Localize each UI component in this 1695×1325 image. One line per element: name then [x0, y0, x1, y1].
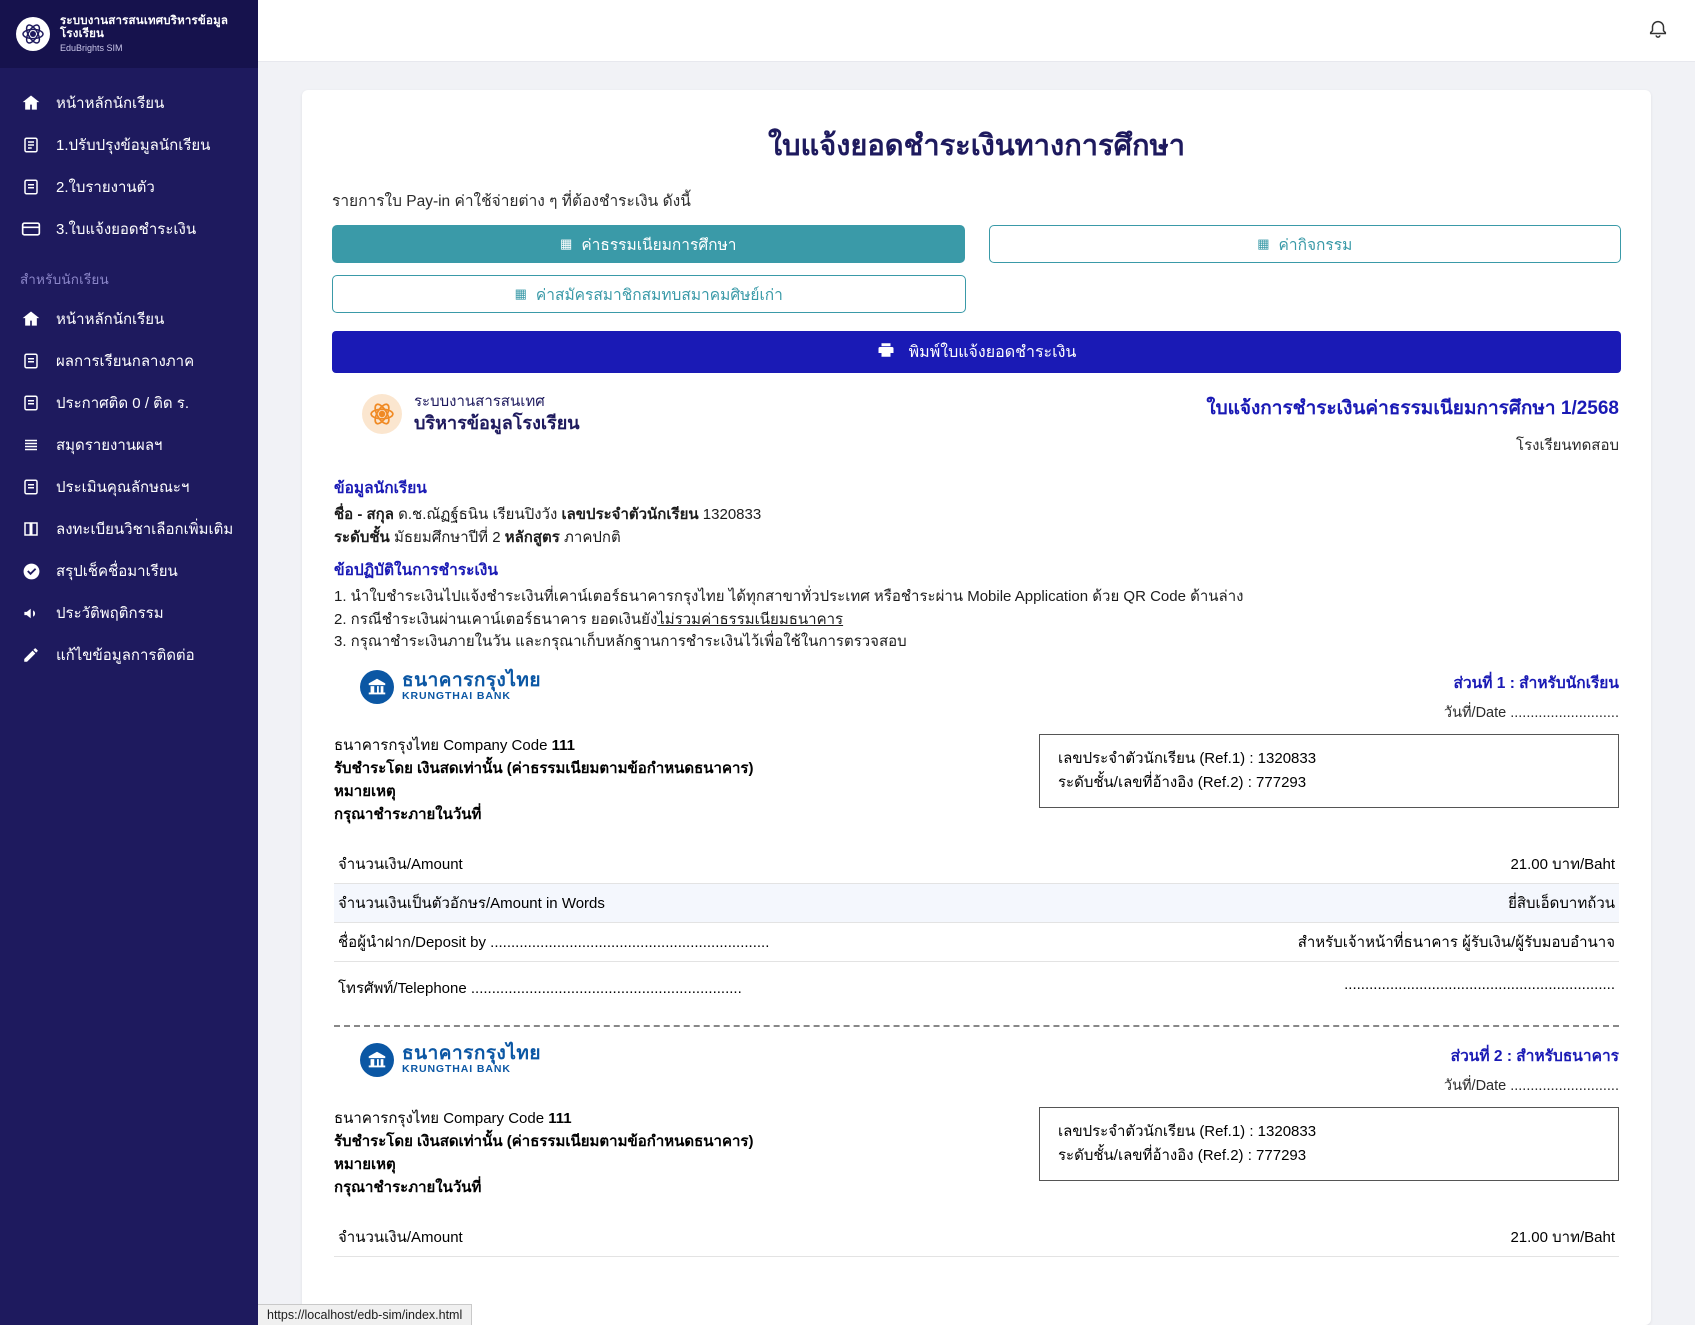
krungthai-logo [334, 1043, 541, 1077]
ref1-label: เลขประจำตัวนักเรียน (Ref.1) : [1058, 1122, 1254, 1140]
brand-header[interactable] [0, 0, 258, 68]
officer-label: สำหรับเจ้าหน้าที่ธนาคาร ผู้รับเงิน/ผู้รับมอบอำนาจ [1297, 933, 1615, 951]
accept-line: รับชำระโดย เงินสดเท่านั้น (ค่าธรรมเนียมตามข้อกำหนดธนาคาร) [334, 759, 754, 777]
brand-title: ระบบงานสารสนเทศบริหารข้อมูลโรงเรียน [60, 14, 229, 40]
student-section-title: ข้อมูลนักเรียน [334, 480, 427, 497]
sidebar-item-label: สมุดรายงานผลฯ [56, 437, 163, 454]
amount-row-1 [334, 845, 1619, 884]
bell-icon[interactable] [1647, 16, 1669, 45]
date-label: วันที่/Date ........................... [1443, 704, 1619, 721]
bank-name-th: ธนาคารกรุงไทย [402, 1043, 542, 1065]
sim-logo-line1: ระบบงานสารสนเทศ [414, 393, 545, 410]
signature-dots: ................................................................. [1344, 975, 1615, 993]
tab-label: ค่ากิจกรรม [1278, 236, 1353, 254]
amount-words-label: จำนวนเงินเป็นตัวอักษร/Amount in Words [338, 894, 605, 912]
student-id-label: เลขประจำตัวนักเรียน [561, 506, 699, 523]
student-name-value: ด.ช.ณัฏฐ์ธนิน เรียนปิงวัง [398, 506, 558, 523]
amount-label: จำนวนเงิน/Amount [338, 855, 463, 873]
document-icon [20, 392, 42, 414]
note-label: หมายเหตุ [334, 1156, 396, 1173]
card-icon [20, 218, 42, 240]
amount-label: จำนวนเงิน/Amount [338, 1228, 463, 1246]
sidebar-item-home[interactable] [0, 82, 258, 124]
sidebar-item-label: ผลการเรียนกลางภาค [56, 353, 195, 370]
sidebar-item-label: หน้าหลักนักเรียน [56, 311, 165, 328]
ref1-value: 1320833 [1257, 749, 1317, 767]
amount-value: 21.00 บาท/Baht [1510, 855, 1615, 873]
sidebar-item-elective-registration[interactable] [0, 508, 258, 550]
bank-info-left-2 [334, 1107, 753, 1200]
ref2-value: 777293 [1256, 1146, 1307, 1164]
note-label: หมายเหตุ [334, 783, 396, 800]
sidebar-item-label: สรุปเช็คชื่อมาเรียน [56, 563, 178, 580]
bank-icon [360, 670, 394, 704]
sidebar-item-behavior-history[interactable] [0, 592, 258, 634]
level-label: ระดับชั้น [334, 528, 390, 546]
student-name-line [334, 504, 1619, 527]
sidebar-section-label: สำหรับนักเรียน [20, 272, 109, 287]
deposit-label: ชื่อผู้นำฝาก/Deposit by ................................................................... [338, 933, 770, 951]
bank-part-1 [334, 670, 1619, 1007]
tab-activity-fee[interactable] [989, 225, 1622, 263]
bank-info-left-1 [334, 734, 753, 827]
terms-title: ข้อปฏิบัติในการชำระเงิน [334, 562, 498, 579]
date-label: วันที่/Date ........................... [1443, 1077, 1619, 1094]
terms-item-2 [334, 609, 1619, 632]
ref2-label: ระดับชั้น/เลขที่อ้างอิง (Ref.2) : [1058, 1146, 1252, 1164]
company-code-value: 111 [551, 736, 575, 754]
program-label: หลักสูตร [504, 528, 560, 546]
reference-box-1 [1039, 734, 1619, 809]
telephone-label: โทรศัพท์/Telephone ................................................................. [338, 979, 742, 997]
terms-item-3: 3. กรุณาชำระเงินภายในวัน และกรุณาเก็บหลักฐานการชำระเงินไว้เพื่อใช้ในการตรวจสอบ [334, 633, 907, 650]
reference-box-2 [1039, 1107, 1619, 1182]
terms-item-1: 1. นำใบชำระเงินไปแจ้งชำระเงินที่เคาน์เตอร์ธนาคารกรุงไทย ได้ทุกสาขาทั่วประเทศ หรือชำระผ่าน Mobile Application ด้วย QR Code ด้านล่าง [334, 588, 1244, 605]
sidebar-item-label: ประวัติพฤติกรรม [56, 605, 164, 622]
student-level-line [334, 527, 1619, 550]
sidebar-item-failing-notice[interactable] [0, 382, 258, 424]
school-name: โรงเรียนทดสอบ [1516, 437, 1619, 454]
deposit-row-1 [334, 923, 1619, 962]
fee-tab-row-2 [332, 275, 1621, 313]
bank-name-th: ธนาคารกรุงไทย [402, 670, 542, 692]
atom-logo-icon [16, 17, 50, 51]
sidebar-item-attendance-summary[interactable] [0, 550, 258, 592]
document-icon [20, 476, 42, 498]
check-circle-icon [20, 560, 42, 582]
program-value: ภาคปกติ [564, 528, 621, 546]
content-area [258, 62, 1695, 1325]
due-label: กรุณาชำระภายในวันที่ [334, 806, 482, 824]
bank-name-en: KRUNGTHAI BANK [402, 1062, 511, 1075]
sidebar [0, 0, 258, 1325]
qr-icon: ▦ [1257, 236, 1270, 251]
tab-alumni-fee[interactable] [332, 275, 966, 313]
pencil-icon [20, 644, 42, 666]
company-code-value: 111 [548, 1109, 572, 1127]
brand-subtitle: EduBrights SIM [60, 43, 123, 54]
student-id-value: 1320833 [702, 506, 762, 523]
sidebar-item-character-eval[interactable] [0, 466, 258, 508]
ref2-value: 777293 [1256, 773, 1307, 791]
topbar [258, 0, 1695, 62]
status-bar-url: https://localhost/edb-sim/index.html [258, 1304, 472, 1325]
bank-name-en: KRUNGTHAI BANK [402, 689, 511, 702]
company-code-label: ธนาคารกรุงไทย Compary Code [334, 1109, 545, 1127]
sidebar-item-report-book[interactable] [0, 424, 258, 466]
tab-label: ค่าสมัครสมาชิกสมทบสมาคมศิษย์เก่า [535, 286, 783, 304]
megaphone-icon [20, 602, 42, 624]
sidebar-item-update-student[interactable] [0, 124, 258, 166]
bank-part-2 [334, 1043, 1619, 1257]
qr-icon: ▦ [560, 236, 573, 251]
slip-header [334, 393, 1619, 457]
terms-item-2-underline: ไม่รวมค่าธรรมเนียมธนาคาร [657, 610, 844, 628]
qr-icon: ▦ [514, 286, 527, 301]
tab-label: ค่าธรรมเนียมการศึกษา [581, 236, 737, 254]
book-icon [20, 518, 42, 540]
home-icon [20, 308, 42, 330]
tear-line [334, 1025, 1619, 1027]
atom-logo-icon [362, 394, 402, 434]
fee-tab-row-1 [332, 225, 1621, 263]
lead-text: รายการใบ Pay-in ค่าใช้จ่ายต่าง ๆ ที่ต้องชำระเงิน ดังนี้ [332, 193, 691, 210]
amount-value: 21.00 บาท/Baht [1510, 1228, 1615, 1246]
sidebar-item-report[interactable] [0, 166, 258, 208]
sidebar-item-student-home[interactable] [0, 298, 258, 340]
sim-logo [334, 393, 580, 434]
sidebar-nav [0, 68, 258, 676]
printer-icon [877, 341, 895, 364]
krungthai-logo [334, 670, 541, 704]
sidebar-item-label: ประกาศติด 0 / ติด ร. [56, 395, 190, 412]
amount-row-2 [334, 1218, 1619, 1257]
sidebar-item-label: หน้าหลักนักเรียน [56, 95, 165, 112]
student-name-label: ชื่อ - สกุล [334, 506, 394, 523]
bank-icon [360, 1043, 394, 1077]
sidebar-item-midterm-results[interactable] [0, 340, 258, 382]
invoice-title: ใบแจ้งการชำระเงินค่าธรรมเนียมการศึกษา 1/2568 [1206, 398, 1619, 419]
form-icon [20, 134, 42, 156]
amount-words-row-1 [334, 884, 1619, 923]
sim-logo-line2: บริหารข้อมูลโรงเรียน [414, 412, 580, 433]
sidebar-item-payment-notice[interactable] [0, 208, 258, 250]
company-code-label: ธนาคารกรุงไทย Company Code [334, 736, 548, 754]
document-icon [20, 350, 42, 372]
sidebar-item-label: ลงทะเบียนวิชาเลือกเพิ่มเติม [56, 521, 234, 538]
telephone-row-1 [334, 962, 1619, 1007]
payment-card [302, 90, 1651, 1325]
print-invoice-button[interactable] [332, 331, 1621, 373]
accept-line: รับชำระโดย เงินสดเท่านั้น (ค่าธรรมเนียมตามข้อกำหนดธนาคาร) [334, 1132, 754, 1150]
document-icon [20, 176, 42, 198]
sidebar-item-label: ประเมินคุณลักษณะฯ [56, 479, 190, 496]
list-icon [20, 434, 42, 456]
sidebar-item-label: 1.ปรับปรุงข้อมูลนักเรียน [56, 137, 211, 154]
terms-item-2-text: 2. กรณีชำระเงินผ่านเคาน์เตอร์ธนาคาร ยอดเงินยัง [334, 610, 658, 628]
tab-tuition-fee[interactable] [332, 225, 965, 263]
ref1-label: เลขประจำตัวนักเรียน (Ref.1) : [1058, 749, 1254, 767]
sidebar-item-label: 2.ใบรายงานตัว [56, 179, 155, 196]
page-title: ใบแจ้งยอดชำระเงินทางการศึกษา [767, 130, 1186, 162]
sidebar-item-label: 3.ใบแจ้งยอดชำระเงิน [56, 221, 197, 238]
part-label: ส่วนที่ 2 : สำหรับธนาคาร [1450, 1047, 1619, 1065]
main-area [258, 0, 1695, 1325]
sidebar-item-label: แก้ไขข้อมูลการติดต่อ [56, 647, 195, 664]
sidebar-item-edit-contact[interactable] [0, 634, 258, 676]
due-label: กรุณาชำระภายในวันที่ [334, 1179, 482, 1197]
print-invoice-label: พิมพ์ใบแจ้งยอดชำระเงิน [908, 343, 1077, 361]
amount-words-value: ยี่สิบเอ็ดบาทถ้วน [1508, 894, 1615, 912]
level-value: มัธยมศึกษาปีที่ 2 [393, 528, 501, 546]
ref1-value: 1320833 [1257, 1122, 1317, 1140]
ref2-label: ระดับชั้น/เลขที่อ้างอิง (Ref.2) : [1058, 773, 1252, 791]
part-label: ส่วนที่ 1 : สำหรับนักเรียน [1453, 674, 1619, 692]
invoice-slip [332, 393, 1621, 1257]
home-icon [20, 92, 42, 114]
